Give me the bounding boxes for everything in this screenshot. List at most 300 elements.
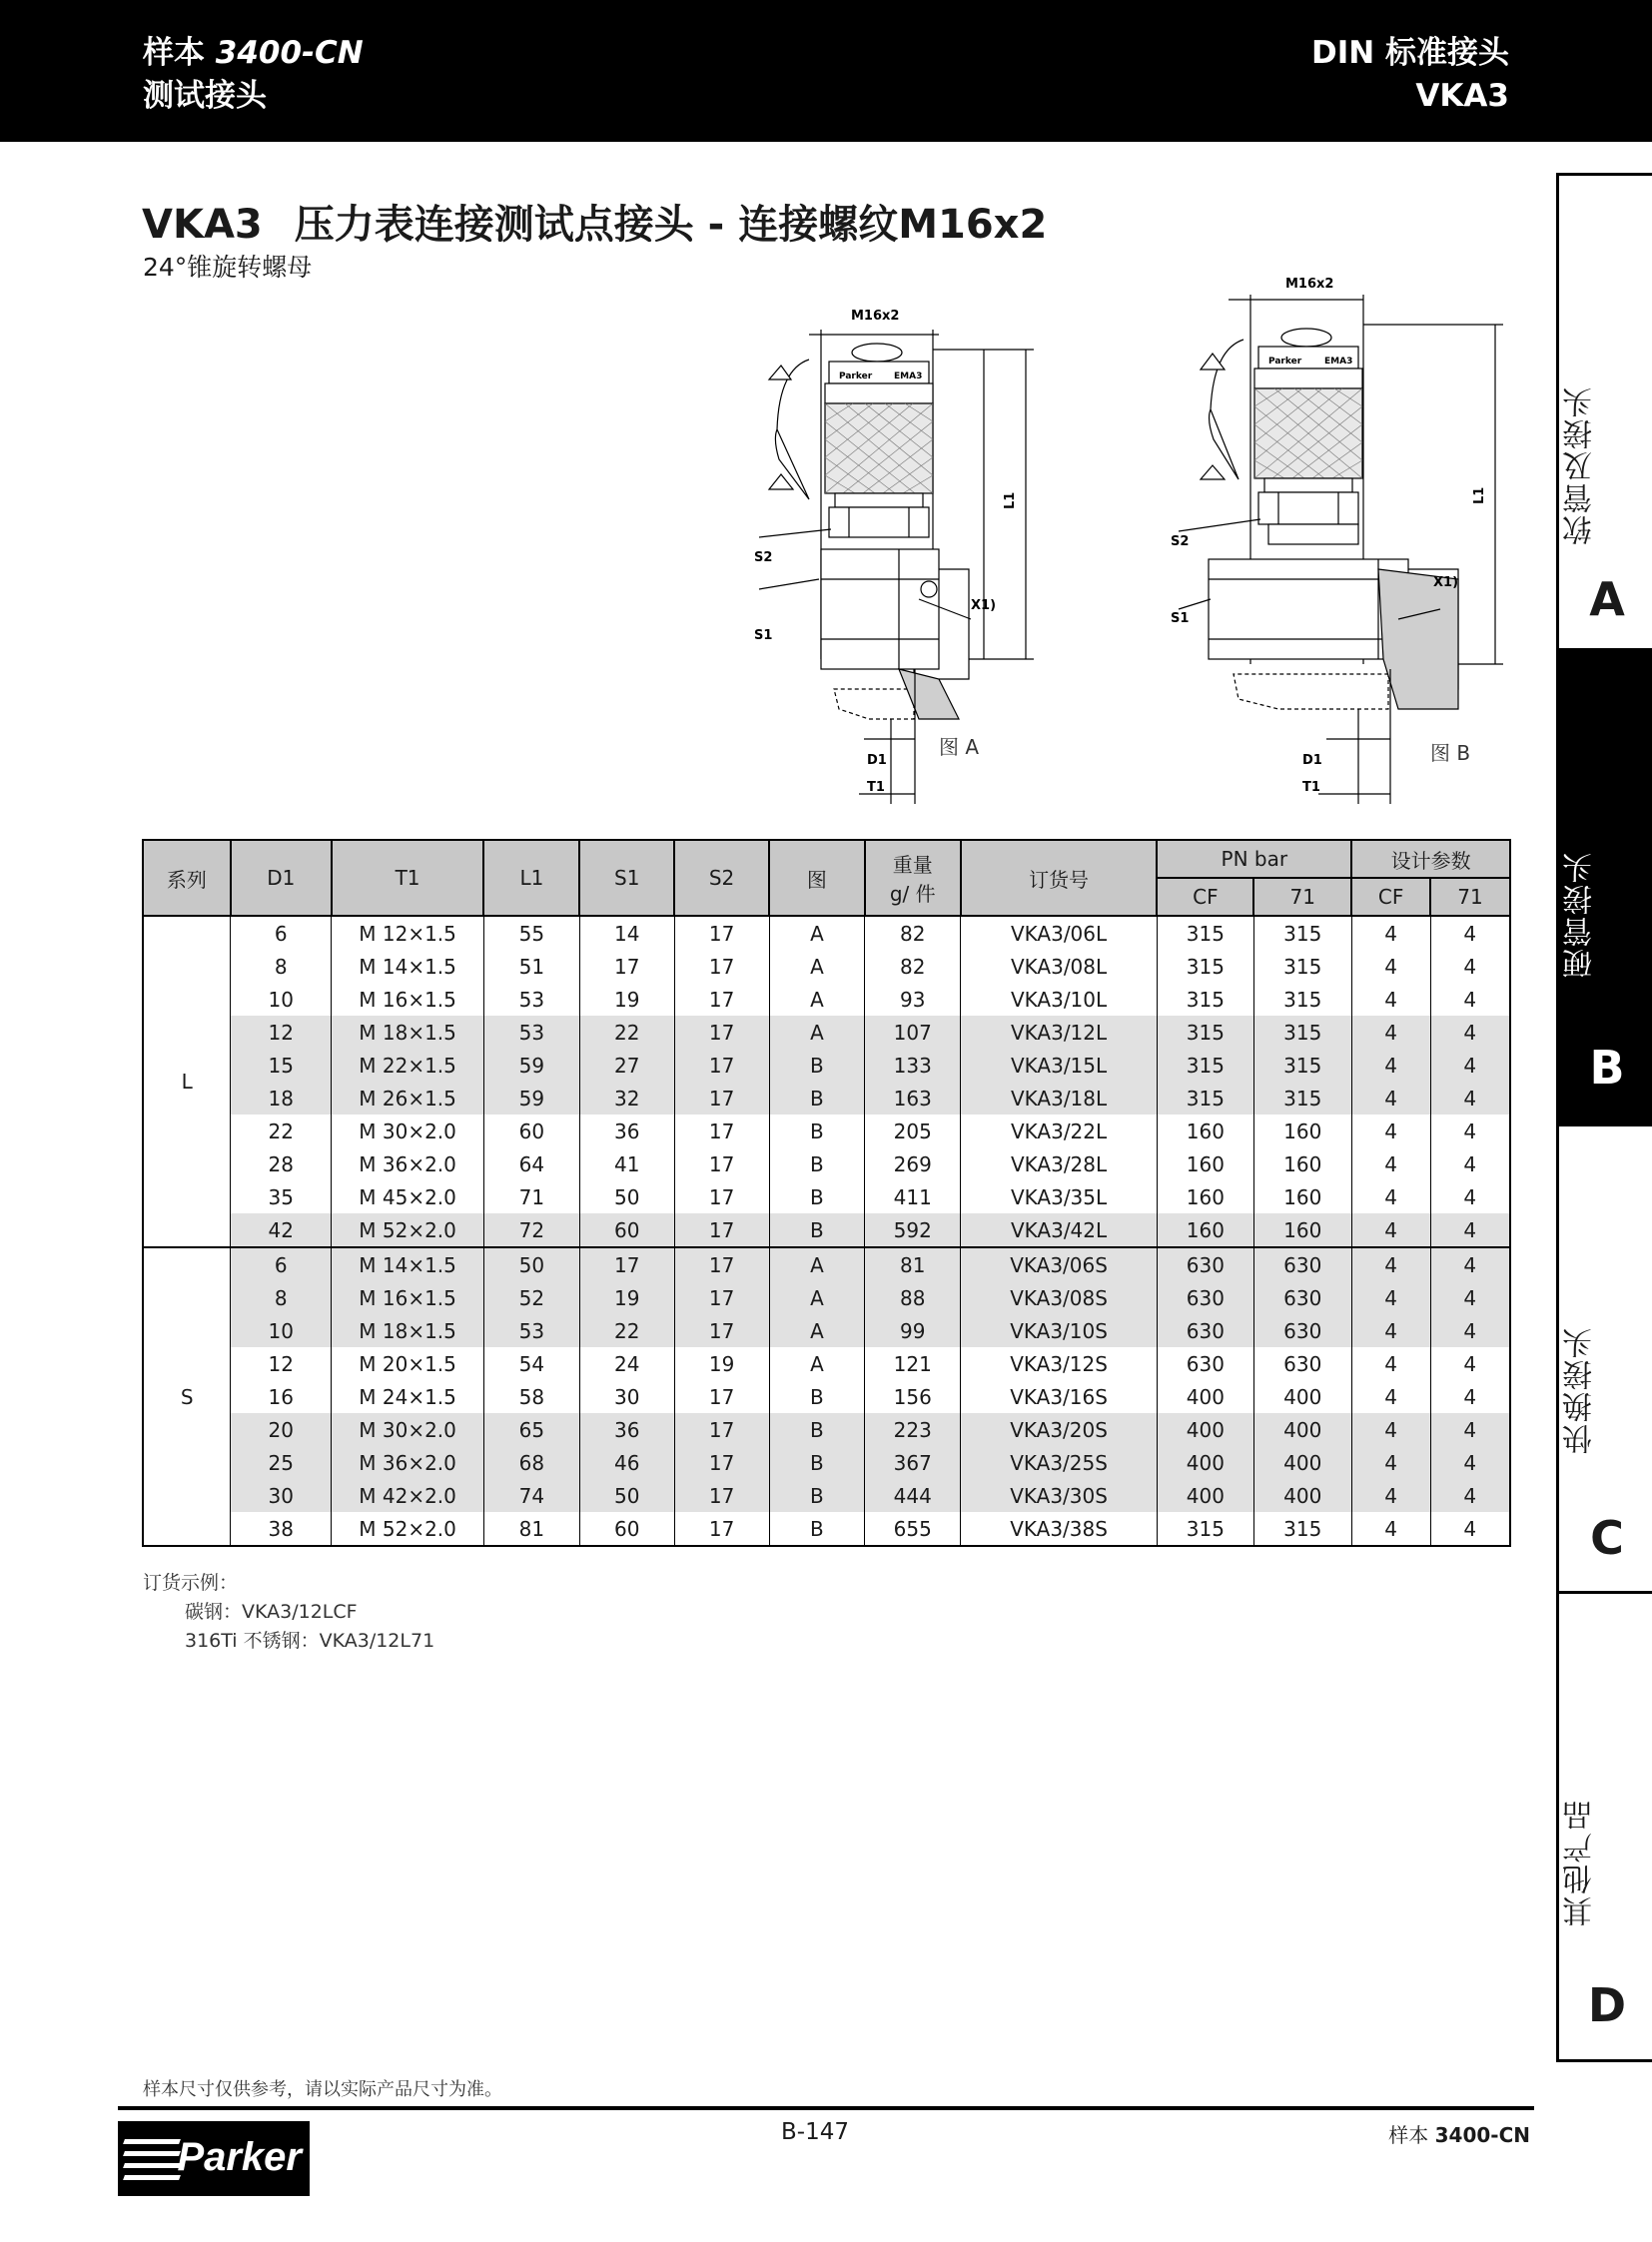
table-row xyxy=(143,1281,1510,1314)
cell-pn-cf: 400 xyxy=(1157,1413,1253,1446)
cell-d1: 8 xyxy=(231,1281,332,1314)
order-example-carbon: 碳钢：VKA3/12LCF xyxy=(185,1601,358,1623)
cell-l1: 53 xyxy=(483,1016,579,1049)
cell-weight: 592 xyxy=(865,1213,961,1247)
table-row xyxy=(143,1347,1510,1380)
cell-l1: 60 xyxy=(483,1115,579,1147)
order-example-heading: 订货示例： xyxy=(143,1572,239,1594)
footer-catalog-code: 3400-CN xyxy=(1434,2123,1530,2147)
cell-pn-71: 160 xyxy=(1253,1180,1351,1213)
cell-weight: 156 xyxy=(865,1380,961,1413)
side-section-tabs xyxy=(1556,173,1652,2062)
cell-t1: M 30×2.0 xyxy=(332,1115,484,1147)
cell-s2: 17 xyxy=(674,1115,769,1147)
cell-order-no: VKA3/08S xyxy=(961,1281,1158,1314)
tab-a[interactable] xyxy=(1556,173,1652,648)
table-group-s xyxy=(143,1247,1510,1546)
cell-order-no: VKA3/28L xyxy=(961,1147,1158,1180)
cell-pn-cf: 315 xyxy=(1157,950,1253,983)
cell-pn-cf: 630 xyxy=(1157,1281,1253,1314)
cell-weight: 411 xyxy=(865,1180,961,1213)
cell-s2: 17 xyxy=(674,1446,769,1479)
fig-a-dim-l1: L1 xyxy=(1003,491,1018,509)
page-subtitle: 24°锥旋转螺母 xyxy=(143,253,313,282)
spec-table xyxy=(142,839,1511,1547)
cell-design-71: 4 xyxy=(1430,1380,1510,1413)
cell-weight: 269 xyxy=(865,1147,961,1180)
header-bar xyxy=(0,0,1652,142)
cell-d1: 25 xyxy=(231,1446,332,1479)
cell-pn-71: 630 xyxy=(1253,1347,1351,1380)
table-row xyxy=(143,1147,1510,1180)
cell-figure: B xyxy=(769,1147,865,1180)
tab-b-letter: B xyxy=(1589,1041,1625,1095)
cell-t1: M 26×1.5 xyxy=(332,1082,484,1115)
cell-s2: 17 xyxy=(674,1281,769,1314)
tab-c-letter: C xyxy=(1590,1511,1624,1565)
cell-l1: 74 xyxy=(483,1479,579,1512)
cell-order-no: VKA3/38S xyxy=(961,1512,1158,1546)
cell-design-cf: 4 xyxy=(1351,1049,1430,1082)
cell-order-no: VKA3/10L xyxy=(961,983,1158,1016)
cell-l1: 71 xyxy=(483,1180,579,1213)
col-d1: D1 xyxy=(231,840,332,916)
cell-t1: M 45×2.0 xyxy=(332,1180,484,1213)
cell-design-cf: 4 xyxy=(1351,950,1430,983)
fig-b-model: EMA3 xyxy=(1324,357,1353,367)
fig-b-dim-d1: D1 xyxy=(1302,753,1322,768)
cell-figure: B xyxy=(769,1082,865,1115)
cell-s2: 17 xyxy=(674,1213,769,1247)
cell-pn-cf: 400 xyxy=(1157,1380,1253,1413)
cell-s1: 46 xyxy=(579,1446,674,1479)
cell-pn-cf: 315 xyxy=(1157,1512,1253,1546)
cell-l1: 54 xyxy=(483,1347,579,1380)
cell-weight: 444 xyxy=(865,1479,961,1512)
cell-d1: 16 xyxy=(231,1380,332,1413)
series-cell: S xyxy=(143,1247,231,1546)
fig-b-thread-label: M16x2 xyxy=(1285,277,1334,292)
col-design-params: 设计参数 xyxy=(1351,840,1510,878)
weight-unit: g/ 件 xyxy=(889,882,936,906)
cell-figure: B xyxy=(769,1213,865,1247)
cell-weight: 367 xyxy=(865,1446,961,1479)
tab-a-letter: A xyxy=(1589,572,1625,626)
logo-text: Parker xyxy=(177,2135,302,2179)
cell-t1: M 18×1.5 xyxy=(332,1016,484,1049)
cell-s1: 27 xyxy=(579,1049,674,1082)
footer-divider xyxy=(118,2106,1534,2110)
fig-b-dim-t1: T1 xyxy=(1302,780,1320,795)
cell-design-cf: 4 xyxy=(1351,1147,1430,1180)
series-cell: L xyxy=(143,916,231,1247)
cell-s2: 17 xyxy=(674,1147,769,1180)
fig-b-brand: Parker xyxy=(1268,357,1302,367)
cell-figure: B xyxy=(769,1049,865,1082)
cell-s1: 36 xyxy=(579,1115,674,1147)
cell-design-71: 4 xyxy=(1430,1314,1510,1347)
col-s2: S2 xyxy=(674,840,769,916)
cell-t1: M 30×2.0 xyxy=(332,1413,484,1446)
cell-d1: 6 xyxy=(231,916,332,950)
fig-b-dim-l1: L1 xyxy=(1472,486,1487,504)
page-title xyxy=(142,193,1047,250)
cell-pn-71: 315 xyxy=(1253,1016,1351,1049)
cell-figure: A xyxy=(769,916,865,950)
cell-t1: M 42×2.0 xyxy=(332,1479,484,1512)
cell-l1: 64 xyxy=(483,1147,579,1180)
page-number: B-147 xyxy=(781,2119,849,2145)
cell-figure: B xyxy=(769,1413,865,1446)
header-left xyxy=(143,32,364,118)
col-t1: T1 xyxy=(332,840,484,916)
tab-d-label: 其他产品 xyxy=(1563,1799,1598,1926)
cell-l1: 51 xyxy=(483,950,579,983)
cell-s2: 17 xyxy=(674,983,769,1016)
cell-pn-71: 400 xyxy=(1253,1380,1351,1413)
table-row xyxy=(143,1247,1510,1281)
cell-s2: 17 xyxy=(674,916,769,950)
cell-pn-cf: 315 xyxy=(1157,916,1253,950)
cell-design-cf: 4 xyxy=(1351,1380,1430,1413)
cell-figure: A xyxy=(769,1016,865,1049)
fig-a-model: EMA3 xyxy=(894,372,923,381)
cell-design-71: 4 xyxy=(1430,1049,1510,1082)
order-example xyxy=(143,1569,434,1656)
cell-design-71: 4 xyxy=(1430,983,1510,1016)
cell-s2: 17 xyxy=(674,1380,769,1413)
table-row xyxy=(143,1082,1510,1115)
cell-pn-cf: 160 xyxy=(1157,1180,1253,1213)
cell-order-no: VKA3/42L xyxy=(961,1213,1158,1247)
col-s1: S1 xyxy=(579,840,674,916)
cell-design-cf: 4 xyxy=(1351,1479,1430,1512)
cell-s1: 19 xyxy=(579,1281,674,1314)
col-weight xyxy=(865,840,961,916)
cell-pn-cf: 400 xyxy=(1157,1446,1253,1479)
cell-figure: B xyxy=(769,1380,865,1413)
cell-s1: 32 xyxy=(579,1082,674,1115)
cell-design-71: 4 xyxy=(1430,1512,1510,1546)
cell-order-no: VKA3/20S xyxy=(961,1413,1158,1446)
cell-t1: M 52×2.0 xyxy=(332,1512,484,1546)
order-example-stainless: 316Ti 不锈钢：VKA3/12L71 xyxy=(185,1630,435,1652)
tab-a-label: 软管及接头 xyxy=(1563,385,1598,545)
col-pn-71: 71 xyxy=(1253,878,1351,916)
cell-figure: B xyxy=(769,1180,865,1213)
figure-a-drawing xyxy=(739,300,1079,809)
col-design-cf: CF xyxy=(1351,878,1430,916)
table-row xyxy=(143,1380,1510,1413)
figure-b-label: 图 B xyxy=(1430,741,1471,765)
cell-design-71: 4 xyxy=(1430,1147,1510,1180)
cell-design-71: 4 xyxy=(1430,1180,1510,1213)
product-name: VKA3 xyxy=(1415,78,1509,114)
cell-order-no: VKA3/15L xyxy=(961,1049,1158,1082)
cell-design-71: 4 xyxy=(1430,916,1510,950)
cell-pn-71: 315 xyxy=(1253,1512,1351,1546)
cell-s1: 30 xyxy=(579,1380,674,1413)
cell-l1: 50 xyxy=(483,1247,579,1281)
cell-design-71: 4 xyxy=(1430,950,1510,983)
cell-d1: 12 xyxy=(231,1016,332,1049)
cell-pn-cf: 400 xyxy=(1157,1479,1253,1512)
cell-order-no: VKA3/06S xyxy=(961,1247,1158,1281)
cell-d1: 10 xyxy=(231,1314,332,1347)
cell-l1: 52 xyxy=(483,1281,579,1314)
cell-s2: 17 xyxy=(674,1314,769,1347)
header-right xyxy=(1311,32,1509,118)
cell-design-cf: 4 xyxy=(1351,1347,1430,1380)
cell-design-cf: 4 xyxy=(1351,1446,1430,1479)
cell-design-71: 4 xyxy=(1430,1446,1510,1479)
cell-t1: M 16×1.5 xyxy=(332,1281,484,1314)
cell-s2: 17 xyxy=(674,1180,769,1213)
cell-design-cf: 4 xyxy=(1351,1180,1430,1213)
cell-weight: 205 xyxy=(865,1115,961,1147)
cell-d1: 8 xyxy=(231,950,332,983)
cell-d1: 6 xyxy=(231,1247,332,1281)
table-row xyxy=(143,1479,1510,1512)
cell-design-71: 4 xyxy=(1430,1281,1510,1314)
cell-weight: 107 xyxy=(865,1016,961,1049)
cell-design-71: 4 xyxy=(1430,1413,1510,1446)
col-series: 系列 xyxy=(143,840,231,916)
table-row xyxy=(143,1413,1510,1446)
cell-l1: 55 xyxy=(483,916,579,950)
table-row xyxy=(143,1446,1510,1479)
cell-s1: 36 xyxy=(579,1413,674,1446)
tab-c-label: 快换接头 xyxy=(1563,1326,1598,1454)
cell-l1: 59 xyxy=(483,1082,579,1115)
cell-pn-71: 630 xyxy=(1253,1281,1351,1314)
cell-s2: 17 xyxy=(674,1082,769,1115)
cell-s1: 17 xyxy=(579,1247,674,1281)
cell-order-no: VKA3/30S xyxy=(961,1479,1158,1512)
cell-t1: M 24×1.5 xyxy=(332,1380,484,1413)
cell-figure: B xyxy=(769,1512,865,1546)
col-l1: L1 xyxy=(483,840,579,916)
cell-l1: 81 xyxy=(483,1512,579,1546)
cell-pn-cf: 630 xyxy=(1157,1314,1253,1347)
cell-figure: B xyxy=(769,1115,865,1147)
cell-order-no: VKA3/16S xyxy=(961,1380,1158,1413)
cell-d1: 10 xyxy=(231,983,332,1016)
cell-t1: M 12×1.5 xyxy=(332,916,484,950)
cell-design-cf: 4 xyxy=(1351,1314,1430,1347)
table-group-l xyxy=(143,916,1510,1247)
fig-b-dim-x1: X1) xyxy=(1433,575,1459,590)
catalog-prefix: 样本 xyxy=(143,35,216,71)
table-row xyxy=(143,1512,1510,1546)
cell-s1: 22 xyxy=(579,1314,674,1347)
cell-design-71: 4 xyxy=(1430,1016,1510,1049)
cell-design-cf: 4 xyxy=(1351,1247,1430,1281)
cell-s2: 19 xyxy=(674,1347,769,1380)
cell-pn-71: 315 xyxy=(1253,950,1351,983)
fig-a-dim-x1: X1) xyxy=(971,598,997,613)
cell-pn-cf: 160 xyxy=(1157,1213,1253,1247)
cell-order-no: VKA3/10S xyxy=(961,1314,1158,1347)
fig-a-dim-s2: S2 xyxy=(754,550,773,565)
cell-s2: 17 xyxy=(674,1512,769,1546)
cell-pn-cf: 160 xyxy=(1157,1115,1253,1147)
col-figure: 图 xyxy=(769,840,865,916)
cell-design-71: 4 xyxy=(1430,1213,1510,1247)
parker-logo xyxy=(118,2121,310,2196)
cell-pn-71: 630 xyxy=(1253,1314,1351,1347)
cell-l1: 59 xyxy=(483,1049,579,1082)
cell-pn-cf: 315 xyxy=(1157,1016,1253,1049)
cell-pn-71: 400 xyxy=(1253,1479,1351,1512)
cell-d1: 38 xyxy=(231,1512,332,1546)
cell-order-no: VKA3/06L xyxy=(961,916,1158,950)
cell-design-cf: 4 xyxy=(1351,1016,1430,1049)
cell-pn-71: 630 xyxy=(1253,1247,1351,1281)
cell-weight: 82 xyxy=(865,916,961,950)
table-row xyxy=(143,1115,1510,1147)
tab-b-label: 硬管接头 xyxy=(1563,851,1598,979)
cell-t1: M 16×1.5 xyxy=(332,983,484,1016)
cell-pn-71: 400 xyxy=(1253,1446,1351,1479)
cell-order-no: VKA3/12S xyxy=(961,1347,1158,1380)
cell-design-cf: 4 xyxy=(1351,916,1430,950)
cell-s1: 24 xyxy=(579,1347,674,1380)
cell-s2: 17 xyxy=(674,950,769,983)
section-name: 测试接头 xyxy=(143,78,267,114)
col-design-71: 71 xyxy=(1430,878,1510,916)
cell-d1: 42 xyxy=(231,1213,332,1247)
cell-order-no: VKA3/08L xyxy=(961,950,1158,983)
cell-d1: 22 xyxy=(231,1115,332,1147)
cell-design-71: 4 xyxy=(1430,1115,1510,1147)
cell-design-71: 4 xyxy=(1430,1347,1510,1380)
cell-figure: A xyxy=(769,950,865,983)
cell-weight: 133 xyxy=(865,1049,961,1082)
cell-d1: 15 xyxy=(231,1049,332,1082)
cell-s2: 17 xyxy=(674,1479,769,1512)
cell-design-cf: 4 xyxy=(1351,1082,1430,1115)
tab-d[interactable] xyxy=(1556,1591,1652,2062)
table-row xyxy=(143,1049,1510,1082)
table-row xyxy=(143,1016,1510,1049)
cell-order-no: VKA3/22L xyxy=(961,1115,1158,1147)
cell-t1: M 18×1.5 xyxy=(332,1314,484,1347)
cell-pn-cf: 315 xyxy=(1157,1049,1253,1082)
cell-d1: 18 xyxy=(231,1082,332,1115)
cell-weight: 99 xyxy=(865,1314,961,1347)
cell-pn-cf: 315 xyxy=(1157,983,1253,1016)
cell-s1: 22 xyxy=(579,1016,674,1049)
cell-d1: 28 xyxy=(231,1147,332,1180)
cell-s1: 50 xyxy=(579,1180,674,1213)
cell-weight: 81 xyxy=(865,1247,961,1281)
cell-s1: 60 xyxy=(579,1213,674,1247)
cell-figure: A xyxy=(769,1281,865,1314)
table-row xyxy=(143,1213,1510,1247)
cell-s2: 17 xyxy=(674,1049,769,1082)
cell-l1: 68 xyxy=(483,1446,579,1479)
cell-d1: 20 xyxy=(231,1413,332,1446)
cell-weight: 88 xyxy=(865,1281,961,1314)
cell-s1: 41 xyxy=(579,1147,674,1180)
cell-pn-71: 315 xyxy=(1253,983,1351,1016)
tab-c[interactable] xyxy=(1556,1123,1652,1591)
cell-pn-cf: 630 xyxy=(1157,1247,1253,1281)
cell-s1: 14 xyxy=(579,916,674,950)
cell-design-71: 4 xyxy=(1430,1479,1510,1512)
title-code: VKA3 xyxy=(142,202,263,248)
cell-l1: 53 xyxy=(483,983,579,1016)
category-name: DIN 标准接头 xyxy=(1310,35,1509,71)
cell-weight: 121 xyxy=(865,1347,961,1380)
cell-pn-71: 315 xyxy=(1253,916,1351,950)
fig-a-dim-d1: D1 xyxy=(867,753,887,768)
cell-design-cf: 4 xyxy=(1351,1281,1430,1314)
cell-pn-71: 315 xyxy=(1253,1082,1351,1115)
cell-d1: 12 xyxy=(231,1347,332,1380)
cell-order-no: VKA3/35L xyxy=(961,1180,1158,1213)
cell-pn-71: 160 xyxy=(1253,1115,1351,1147)
table-row xyxy=(143,1314,1510,1347)
cell-weight: 82 xyxy=(865,950,961,983)
cell-s1: 19 xyxy=(579,983,674,1016)
col-order-no: 订货号 xyxy=(961,840,1158,916)
cell-l1: 58 xyxy=(483,1380,579,1413)
cell-design-71: 4 xyxy=(1430,1082,1510,1115)
tab-b[interactable] xyxy=(1556,648,1652,1123)
cell-s2: 17 xyxy=(674,1413,769,1446)
cell-s1: 50 xyxy=(579,1479,674,1512)
cell-weight: 223 xyxy=(865,1413,961,1446)
cell-t1: M 36×2.0 xyxy=(332,1446,484,1479)
fig-a-dim-s1: S1 xyxy=(754,628,773,643)
figure-a-label: 图 A xyxy=(939,735,980,759)
footer-catalog xyxy=(1388,2119,1530,2148)
cell-weight: 93 xyxy=(865,983,961,1016)
cell-figure: A xyxy=(769,983,865,1016)
fig-a-thread-label: M16x2 xyxy=(851,309,900,324)
cell-design-cf: 4 xyxy=(1351,1213,1430,1247)
fig-a-brand: Parker xyxy=(839,372,873,381)
cell-t1: M 22×1.5 xyxy=(332,1049,484,1082)
title-text: 压力表连接测试点接头 - 连接螺纹M16x2 xyxy=(294,202,1048,248)
cell-design-71: 4 xyxy=(1430,1247,1510,1281)
cell-l1: 53 xyxy=(483,1314,579,1347)
cell-pn-71: 160 xyxy=(1253,1213,1351,1247)
cell-weight: 655 xyxy=(865,1512,961,1546)
cell-figure: B xyxy=(769,1446,865,1479)
cell-pn-71: 400 xyxy=(1253,1413,1351,1446)
cell-s2: 17 xyxy=(674,1247,769,1281)
cell-design-cf: 4 xyxy=(1351,983,1430,1016)
cell-weight: 163 xyxy=(865,1082,961,1115)
cell-order-no: VKA3/12L xyxy=(961,1016,1158,1049)
cell-d1: 30 xyxy=(231,1479,332,1512)
cell-l1: 65 xyxy=(483,1413,579,1446)
cell-design-cf: 4 xyxy=(1351,1413,1430,1446)
figure-b-drawing xyxy=(1159,270,1518,809)
cell-figure: A xyxy=(769,1347,865,1380)
fig-b-dim-s2: S2 xyxy=(1171,534,1190,549)
cell-t1: M 52×2.0 xyxy=(332,1213,484,1247)
table-row xyxy=(143,916,1510,950)
cell-t1: M 20×1.5 xyxy=(332,1347,484,1380)
weight-label: 重量 xyxy=(892,853,933,877)
cell-pn-71: 160 xyxy=(1253,1147,1351,1180)
table-row xyxy=(143,950,1510,983)
cell-figure: B xyxy=(769,1479,865,1512)
